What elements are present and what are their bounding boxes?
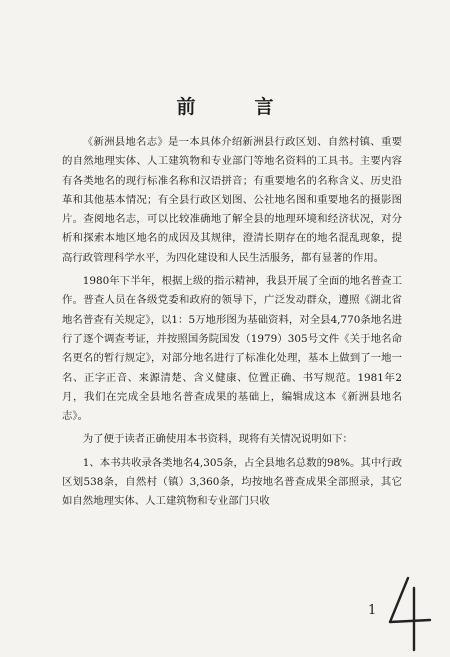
body-text xyxy=(62,133,402,512)
paragraph-intro: 《新洲县地名志》是一本具体介绍新洲县行政区划、自然村镇、重要的自然地理实体、人工建筑物和专业部门等地名资料的工具书。主要内容有各类地名的现行标准名称和汉语拼音；有重要地名的名称含义、历史沿革和其他基本情况；有全县行政区划图、公社地名图和重要地名的摄影图片。查阅地名志，可以比较准确地了解全县的地理环境和经济状况，对分析和探索本地区地名的成因及其规律，澄清长期存在的地名混乱现象，提高行政管理科学水平，为四化建设和人民生活服务，都有显著的作用。 xyxy=(62,136,402,264)
page-number: 1 xyxy=(368,603,377,618)
paragraph-note-1: 1、本书共收录各类地名4,305条，占全县地名总数的98%。其中行政区划538条，自然村（镇）3,360条，均按地名普查成果全部照录，其它如自然地理实体、人工建筑物和专业部门只收 xyxy=(62,456,403,508)
paragraph-survey: 1980年下半年，根据上级的指示精神，我县开展了全面的地名普查工作。普查人员在各级党委和政府的领导下，广泛发动群众，遵照《湖北省地名普查有关规定》，以1：5万地形图为基础资料，对全县4,770条地名进行了逐个调查考证，并按照国务院国发（1979）305号文件《关于地名命名更名的暂行规定》，对部分地名进行了标准化处理，基本上做到了一地一名、正字正音、来源清楚、含义健康、位置正确、书写规范。1981年2月，我们在完成全县地名普查成果的基础上，编辑成这本《新洲县地名志》。 xyxy=(62,275,402,423)
handwritten-number-mark xyxy=(378,572,438,652)
paragraph-notes-intro: 为了便于读者正确使用本书资料，现将有关情况说明如下： xyxy=(82,433,353,446)
page-title: 前 言 xyxy=(176,96,294,118)
